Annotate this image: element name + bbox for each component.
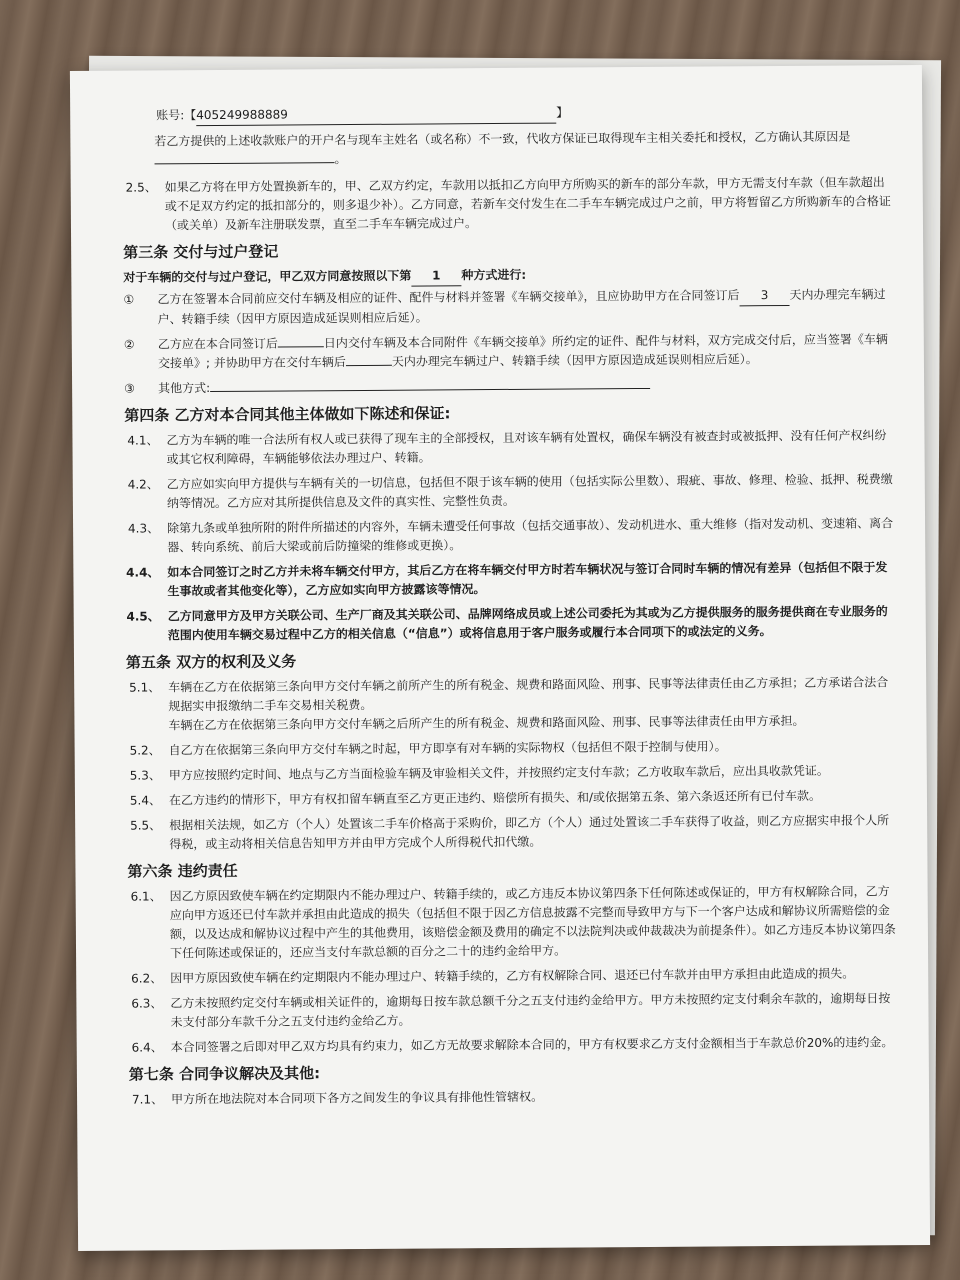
sec3-lead [123, 263, 893, 288]
clause-6-3 [128, 989, 898, 1032]
clause-number: 6.2、 [131, 971, 163, 986]
clause-number: 7.1、 [131, 1092, 164, 1107]
clause-4-3 [125, 514, 895, 557]
account-line [122, 101, 892, 126]
sec3-option-1 [123, 285, 893, 329]
contract-page [70, 65, 930, 1251]
option-2-text-a: 乙方应在本合同签订后 [157, 336, 278, 352]
option-text [158, 330, 894, 373]
clause-number: 5.2、 [129, 743, 161, 758]
sec3-lead-tail: 种方式进行: [461, 267, 527, 283]
clause-5-3 [127, 761, 897, 785]
clause-number: 2.5、 [125, 180, 157, 195]
section-4-title: 第四条 乙方对本合同其他主体做如下陈述和保证: [124, 404, 451, 425]
clause-5-2 [127, 736, 897, 760]
clause-text: 自乙方在依据第三条向甲方交付车辆之时起，甲方即享有对车辆的实际物权（包括但不限于控制与使用）。 [168, 739, 727, 758]
clause-text: 根据相关法规，如乙方（个人）处置该二手车价格高于采购价，即乙方（个人）通过处置该二手车获得了收益，则乙方应据实申报个人所得税，或主动将相关信息告知甲方并由甲方完成个人所得税代扣代缴。 [169, 813, 890, 852]
account-label: 账号:【 [156, 108, 197, 123]
sec3-lead-text: 对于车辆的交付与过户登记，甲乙双方同意按照以下第 [123, 268, 412, 285]
clause-7-1 [129, 1085, 899, 1109]
clause-number: 4.3、 [127, 521, 160, 536]
clause-6-4 [129, 1033, 899, 1057]
option-2-blank-2 [346, 365, 392, 366]
sec3-option-3 [124, 374, 894, 398]
clause-text: 乙方为车辆的唯一合法所有权人或已获得了现车主的全部授权，且对该车辆有处置权，确保车辆没有被查封或被抵押、没有任何产权纠纷或其它权利障碍，车辆能够依法办理过户、转籍。 [166, 428, 887, 467]
clause-4-1 [124, 426, 894, 469]
clause-text: 如果乙方将在甲方处置换新车的，甲、乙双方约定，车款用以抵扣乙方向甲方所购买的新车的部分车款，甲方无需支付车款（但车款超出或不足双方约定的抵扣部分的，则多退少补）。乙方同意，若新车交付发生在二手车车辆完成过户之前，甲方将暂留乙方所购新车的合格证（或关单）及新车注册联发票，直至二手车车辆完成过户。 [164, 175, 891, 233]
option-2-text-c: 天内办理完车辆过户、转籍手续（因甲方原因造成延误则相应后延）。 [391, 352, 758, 369]
clause-number: 5.1、 [129, 680, 161, 695]
clause-6-2 [128, 964, 898, 988]
option-1-text-b: 天内办理完车辆过户、转籍手续（因甲方原因造成延误则相应后延）。 [157, 287, 886, 327]
option-mark: ① [123, 292, 135, 307]
clause-text: 乙方同意甲方及甲方关联公司、生产厂商及其关联公司、品牌网络成员或上述公司委托为其或为乙方提供服务的服务提供商在专业服务的范围内使用车辆交易过程中乙方的相关信息（“信息”）或将信息用于客户服务或履行本合同项下的或法定的义务。 [167, 604, 888, 643]
clause-text: 甲方所在地法院对本合同项下各方之间发生的争议具有排他性管辖权。 [171, 1089, 544, 1107]
option-1-days: 3 [739, 286, 789, 306]
option-mark: ③ [124, 381, 135, 396]
option-1-text-a: 乙方在签署本合同前应交付车辆及相应的证件、配件与材料并签署《车辆交接单》，且应协助甲方在合同签订后 [157, 288, 740, 307]
option-2-blank-1 [278, 346, 324, 347]
clause-5-1 [126, 673, 896, 735]
payee-note-text: 若乙方提供的上述收款账户的开户名与现车主姓名（或名称）不一致，代收方保证已取得现车主相关委托和授权，乙方确认其原因是 [154, 129, 851, 149]
sec3-option-2 [124, 330, 894, 373]
clause-text: 甲方应按照约定时间、地点与乙方当面检验车辆及审验相关文件，并按照约定支付车款；乙方收取车款后，应出具收款凭证。 [168, 763, 829, 783]
account-close: 】 [556, 105, 569, 120]
clause-4-5 [126, 602, 896, 645]
clause-text: 乙方未按照约定交付车辆或相关证件的，逾期每日按车款总额千分之五支付违约金给甲方。甲方未按照约定支付剩余车款的，逾期每日按未支付部分车款千分之五支付违约金给乙方。 [170, 991, 891, 1030]
payee-note-tail: 。 [334, 152, 347, 167]
clause-number: 6.3、 [131, 996, 163, 1011]
option-2-text-b: 日内交付车辆及本合同附件《车辆交接单》所约定的证件、配件与材料，双方完成交付后，应当签署《车辆交接单》; 并协助甲方在交付车辆后 [157, 332, 888, 371]
account-value: 405249988889 [196, 104, 556, 127]
clause-5-4 [127, 786, 897, 810]
clause-5-1-text-a: 车辆在乙方在依据第三条向甲方交付车辆之前所产生的所有税金、规费和路面风险、刑事、民事等法律责任由乙方承担；乙方承诺合法合规据实申报缴纳二手车交易相关税费。 [168, 675, 889, 714]
clause-number: 5.5、 [130, 818, 162, 833]
option-3-text: 其他方式: [158, 381, 211, 396]
clause-text: 因乙方原因致使车辆在约定期限内不能办理过户、转籍手续的，或乙方违反本协议第四条下任何陈述或保证的，甲方有权解除合同，乙方应向甲方返还已付车款并承担由此造成的损失（包括但不限于因乙方信息披露不完整而导致甲方与下一个客户达成和解协议所需赔偿的金额，以及达成和解协议过程中产生的其他费用，该赔偿金额及费用的确定不以法院判决或仲裁裁决为前提条件）。如乙方违反本协议第四条下任何陈述或保证的，还应当支付车款总额的百分之二十的违约金给甲方。 [169, 884, 896, 961]
clause-4-4 [125, 558, 895, 601]
clause-text: 除第九条或单独所附的附件所描述的内容外，车辆未遭受任何事故（包括交通事故）、发动机进水、重大维修（指对发动机、变速箱、离合器、转向系统、前后大梁或前后防撞梁的维修或更换）。 [167, 516, 894, 555]
section-3-title: 第三条 交付与过户登记 [123, 242, 279, 262]
clause-number: 4.2、 [127, 477, 159, 492]
option-text [157, 285, 893, 329]
clause-number: 4.5、 [126, 609, 160, 624]
clause-5-5 [127, 811, 897, 854]
clause-number: 5.3、 [129, 768, 161, 783]
clause-6-1 [128, 882, 899, 963]
clause-number: 4.4、 [126, 565, 160, 580]
clause-text: 如本合同签订之时乙方并未将车辆交付甲方，其后乙方在将车辆交付甲方时若车辆状况与签订合同时车辆的情况有差异（包括但不限于发生事故或者其他变化等），乙方应如实向甲方披露该等情况。 [167, 560, 888, 599]
clause-number: 6.4、 [131, 1040, 163, 1055]
clause-5-1-text-b: 车辆在乙方在依据第三条向甲方交付车辆之后所产生的所有税金、规费和路面风险、刑事、民事等法律责任由甲方承担。 [168, 713, 805, 733]
clause-text: 本合同签署之后即对甲乙双方均具有约束力，如乙方无故要求解除本合同的，甲方有权要求乙方支付金额相当于车款总价20%的违约金。 [170, 1035, 894, 1055]
section-5-title: 第五条 双方的权利及义务 [125, 652, 297, 672]
clause-text: 因甲方原因致使车辆在约定期限内不能办理过户、转籍手续的，乙方有权解除合同、退还已付车款并由甲方承担由此造成的损失。 [170, 966, 855, 986]
clause-text: 在乙方违约的情形下，甲方有权扣留车辆直至乙方更正违约、赔偿所有损失、和/或依据第五条、第六条返还所有已付车款。 [168, 788, 822, 808]
clause-text: 乙方应如实向甲方提供与车辆有关的一切信息，包括但不限于该车辆的使用（包括实际公里数）、瑕疵、事故、修理、检验、抵押、税费缴纳等情况。乙方应对其所提供信息及文件的真实性、完整性负责。 [166, 472, 893, 511]
clause-text [168, 673, 896, 735]
sec3-lead-choice: 1 [411, 266, 461, 286]
clause-2-5 [123, 173, 893, 235]
section-7-title: 第七条 合同争议解决及其他: [128, 1064, 321, 1084]
clause-4-2 [125, 470, 895, 513]
option-text [158, 374, 894, 398]
clause-number: 6.1、 [130, 889, 162, 904]
payee-note [122, 127, 892, 170]
contract-content [122, 101, 899, 1115]
payee-reason-blank [155, 162, 335, 164]
option-mark: ② [123, 337, 135, 352]
clause-number: 4.1、 [127, 433, 159, 448]
clause-number: 5.4、 [129, 793, 162, 808]
section-6-title: 第六条 违约责任 [127, 861, 238, 881]
option-3-blank [210, 388, 650, 392]
